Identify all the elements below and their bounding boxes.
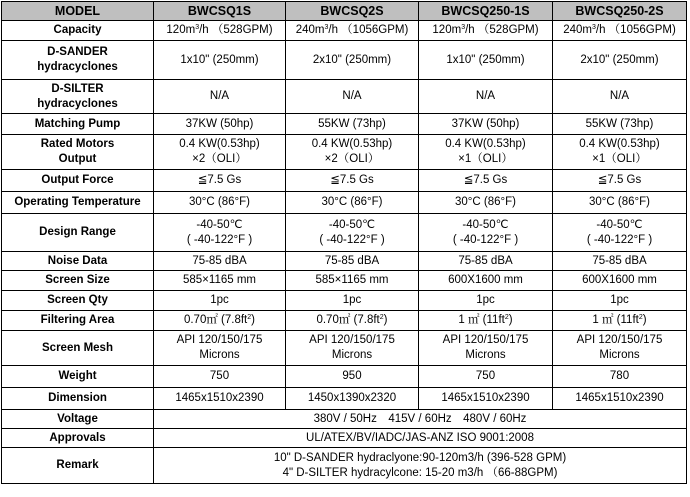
cell-weight: 750 <box>419 366 553 388</box>
row-pump <box>2 114 687 135</box>
header-bwcsq250-2s: BWCSQ250-2S <box>553 2 687 21</box>
cell-mesh: API 120/150/175 Microns <box>553 331 687 366</box>
cell-screenqty: 1pc <box>286 291 419 311</box>
label-weight: Weight <box>2 366 154 388</box>
cell-dsander: 2x10" (250mm) <box>286 41 419 80</box>
cell-noise: 75-85 dBA <box>553 252 687 271</box>
label-noise: Noise Data <box>2 252 154 271</box>
header-bwcsq250-1s: BWCSQ250-1S <box>419 2 553 21</box>
cell-filter: 0.70㎡ $(7.8ft^2)$ <box>286 311 419 331</box>
label-pump: Matching Pump <box>2 114 154 135</box>
row-design <box>2 214 687 252</box>
cell-design: -40-50℃ ( -40-122°F ) <box>553 214 687 252</box>
row-motors <box>2 135 687 170</box>
cell-dsilter: N/A <box>553 80 687 114</box>
cell-dsilter: N/A <box>154 80 286 114</box>
cell-screensize: 585×1165 mm <box>154 271 286 291</box>
cell-dsilter: N/A <box>419 80 553 114</box>
cell-motors: 0.4 KW(0.53hp) ×2（OLI） <box>286 135 419 170</box>
label-optemp: Operating Temperature <box>2 192 154 214</box>
cell-noise: 75-85 dBA <box>286 252 419 271</box>
cell-force: ≦7.5 Gs <box>154 170 286 192</box>
cell-screenqty: 1pc <box>154 291 286 311</box>
cell-screensize: 600X1600 mm <box>553 271 687 291</box>
cell-weight: 750 <box>154 366 286 388</box>
cell-screensize: 600X1600 mm <box>419 271 553 291</box>
cell-mesh: API 120/150/175 Microns <box>154 331 286 366</box>
row-voltage <box>2 410 687 429</box>
label-dsilter: D-SILTER hydracyclones <box>2 80 154 114</box>
row-dsander <box>2 41 687 80</box>
cell-design: -40-50℃ ( -40-122°F ) <box>286 214 419 252</box>
label-approvals: Approvals <box>2 429 154 448</box>
row-approvals <box>2 429 687 448</box>
cell-force: ≦7.5 Gs <box>286 170 419 192</box>
cell-weight: 950 <box>286 366 419 388</box>
label-capacity: Capacity <box>2 21 154 41</box>
cell-motors: 0.4 KW(0.53hp) ×1（OLI） <box>553 135 687 170</box>
cell-voltage: 380V / 50Hz 415V / 60Hz 480V / 60Hz <box>154 410 687 429</box>
cell-capacity: $240m^3/h$ （1056GPM) <box>553 21 687 41</box>
row-noise <box>2 252 687 271</box>
label-filter: Filtering Area <box>2 311 154 331</box>
cell-dsander: 1x10" (250mm) <box>154 41 286 80</box>
cell-force: ≦7.5 Gs <box>553 170 687 192</box>
label-screensize: Screen Size <box>2 271 154 291</box>
header-bwcsq2s: BWCSQ2S <box>286 2 419 21</box>
cell-weight: 780 <box>553 366 687 388</box>
header-bwcsq1s: BWCSQ1S <box>154 2 286 21</box>
row-force <box>2 170 687 192</box>
label-voltage: Voltage <box>2 410 154 429</box>
cell-filter: 1 ㎡ $(11ft^2)$ <box>419 311 553 331</box>
row-screenqty <box>2 291 687 311</box>
cell-pump: 55KW (73hp) <box>286 114 419 135</box>
row-screensize <box>2 271 687 291</box>
row-dsilter <box>2 80 687 114</box>
row-filter <box>2 311 687 331</box>
row-weight <box>2 366 687 388</box>
cell-dsander: 2x10" (250mm) <box>553 41 687 80</box>
cell-pump: 37KW (50hp) <box>154 114 286 135</box>
cell-pump: 37KW (50hp) <box>419 114 553 135</box>
cell-capacity: $120m^3/h$ （528GPM) <box>154 21 286 41</box>
cell-optemp: 30°C (86°F) <box>553 192 687 214</box>
cell-motors: 0.4 KW(0.53hp) ×1（OLI） <box>419 135 553 170</box>
row-capacity <box>2 21 687 41</box>
cell-capacity: $120m^3/h$ （528GPM) <box>419 21 553 41</box>
cell-design: -40-50℃ ( -40-122°F ) <box>154 214 286 252</box>
cell-screensize: 585×1165 mm <box>286 271 419 291</box>
cell-dimension: 1465x1510x2390 <box>553 388 687 410</box>
label-screenqty: Screen Qty <box>2 291 154 311</box>
cell-dimension: 1465x1510x2390 <box>154 388 286 410</box>
cell-design: -40-50℃ ( -40-122°F ) <box>419 214 553 252</box>
label-force: Output Force <box>2 170 154 192</box>
cell-optemp: 30°C (86°F) <box>286 192 419 214</box>
header-row <box>2 2 687 21</box>
header-model: MODEL <box>2 2 154 21</box>
cell-screenqty: 1pc <box>553 291 687 311</box>
cell-dimension: 1465x1510x2390 <box>419 388 553 410</box>
cell-optemp: 30°C (86°F) <box>419 192 553 214</box>
cell-filter: 1 ㎡ $(11ft^2)$ <box>553 311 687 331</box>
cell-filter: 0.70㎡ $(7.8ft^2)$ <box>154 311 286 331</box>
cell-dsilter: N/A <box>286 80 419 114</box>
spec-table <box>1 1 687 484</box>
cell-remark: 10" D-SANDER hydraclyone:90-120m3/h (396-528 GPM) 4" D-SILTER hydracylcone: 15-20 m3/h （66-88GPM) <box>154 448 687 484</box>
cell-screenqty: 1pc <box>419 291 553 311</box>
label-dsander: D-SANDER hydracyclones <box>2 41 154 80</box>
label-design: Design Range <box>2 214 154 252</box>
cell-noise: 75-85 dBA <box>154 252 286 271</box>
label-mesh: Screen Mesh <box>2 331 154 366</box>
cell-optemp: 30°C (86°F) <box>154 192 286 214</box>
cell-mesh: API 120/150/175 Microns <box>419 331 553 366</box>
row-optemp <box>2 192 687 214</box>
cell-capacity: $240m^3/h$ （1056GPM) <box>286 21 419 41</box>
cell-motors: 0.4 KW(0.53hp) ×2（OLI） <box>154 135 286 170</box>
cell-dimension: 1450x1390x2320 <box>286 388 419 410</box>
row-mesh <box>2 331 687 366</box>
row-remark <box>2 448 687 484</box>
cell-pump: 55KW (73hp) <box>553 114 687 135</box>
cell-dsander: 1x10" (250mm) <box>419 41 553 80</box>
cell-mesh: API 120/150/175 Microns <box>286 331 419 366</box>
cell-noise: 75-85 dBA <box>419 252 553 271</box>
label-dimension: Dimension <box>2 388 154 410</box>
label-motors: Rated Motors Output <box>2 135 154 170</box>
label-remark: Remark <box>2 448 154 484</box>
cell-approvals: UL/ATEX/BV/IADC/JAS-ANZ ISO 9001:2008 <box>154 429 687 448</box>
cell-force: ≦7.5 Gs <box>419 170 553 192</box>
row-dimension <box>2 388 687 410</box>
